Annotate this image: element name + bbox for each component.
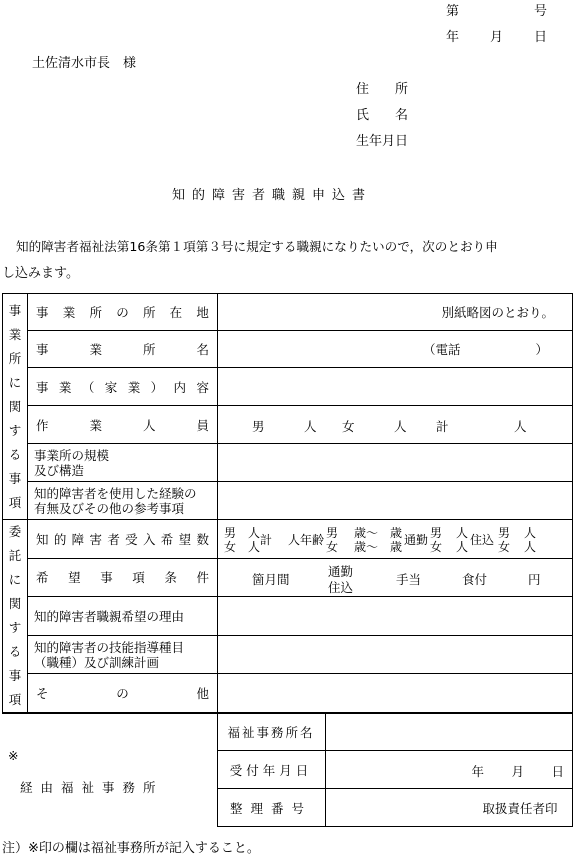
field-other[interactable]	[218, 674, 573, 713]
label-desired-number: 知 的 障 害 者 受 入 希 望 数	[28, 520, 218, 559]
label-experience: 知的障害者を使用した経験の 有無及びその他の参考事項	[28, 482, 218, 520]
section-business-label: 事 業 所 に 関 す る 事 項	[3, 294, 28, 520]
field-business-content[interactable]	[218, 368, 573, 406]
field-business-scale[interactable]	[218, 444, 573, 482]
birthdate-label: 生年月日	[356, 134, 409, 149]
field-office-name[interactable]	[325, 714, 572, 751]
label-business-content: 事 業 （ 家 業 ） 内 容	[28, 368, 218, 406]
date-year-label: 年	[446, 30, 460, 45]
label-training-plan: 知的障害者の技能指導種目 （職種）及び訓練計画	[28, 635, 218, 674]
label-received-date: 受付年月日	[217, 751, 325, 789]
date-day-label: 日	[534, 30, 548, 45]
office-use-table	[2, 713, 573, 827]
field-experience[interactable]	[218, 482, 573, 520]
footnote: 注）※印の欄は福祉事務所が記入すること。	[2, 841, 260, 856]
field-training-plan[interactable]	[218, 635, 573, 674]
field-desired-conditions[interactable]: 箇月間 通勤 住込 手当 食付 円	[218, 558, 573, 597]
field-desired-number[interactable]: 男 女 人 人 計 人 年齢 男 女 歳～ 歳～ 歳 歳 通勤 男 女 人 人 住込 男 女 人 人	[218, 520, 573, 559]
label-other: そ の 他	[28, 674, 218, 713]
field-location[interactable]: 別紙略図のとおり。	[218, 294, 573, 331]
label-office-name: 福祉事務所名	[217, 714, 325, 751]
label-ref-number: 整理番号	[217, 789, 325, 827]
number-prefix: 第	[446, 4, 460, 19]
label-desired-conditions: 希 望 事 項 条 件	[28, 558, 218, 597]
field-ref-number[interactable]: 取扱責任者印	[325, 789, 572, 827]
name-label: 氏 名	[356, 108, 409, 123]
field-business-name[interactable]: （電話 ）	[218, 331, 573, 368]
application-form-table	[2, 293, 573, 713]
label-workers: 作 業 人 員	[28, 406, 218, 444]
section-entrustment-label: 委 託 に 関 す る 事 項	[3, 520, 28, 713]
via-office-label: 経由福祉事務所	[20, 780, 164, 795]
via-office-cell	[2, 714, 217, 827]
intro-line-2: し込みます。	[2, 266, 79, 281]
field-received-date[interactable]: 年 月 日	[325, 751, 572, 789]
intro-line-1: 知的障害者福祉法第16条第１項第３号に規定する職親になりたいので，次のとおり申	[16, 239, 498, 254]
label-location: 事 業 所 の 所 在 地	[28, 294, 218, 331]
label-business-scale: 事業所の規模 及び構造	[28, 444, 218, 482]
addressee: 土佐清水市長 様	[32, 56, 137, 71]
address-label: 住 所	[356, 82, 409, 97]
label-reason: 知的障害者職親希望の理由	[28, 597, 218, 636]
field-reason[interactable]	[218, 597, 573, 636]
office-mark: ※	[8, 748, 19, 763]
date-month-label: 月	[490, 30, 504, 45]
document-title: 知的障害者職親申込書	[172, 188, 373, 203]
number-suffix: 号	[534, 4, 548, 19]
label-business-name: 事 業 所 名	[28, 331, 218, 368]
field-workers[interactable]: 男 人 女 人 計 人	[218, 406, 573, 444]
